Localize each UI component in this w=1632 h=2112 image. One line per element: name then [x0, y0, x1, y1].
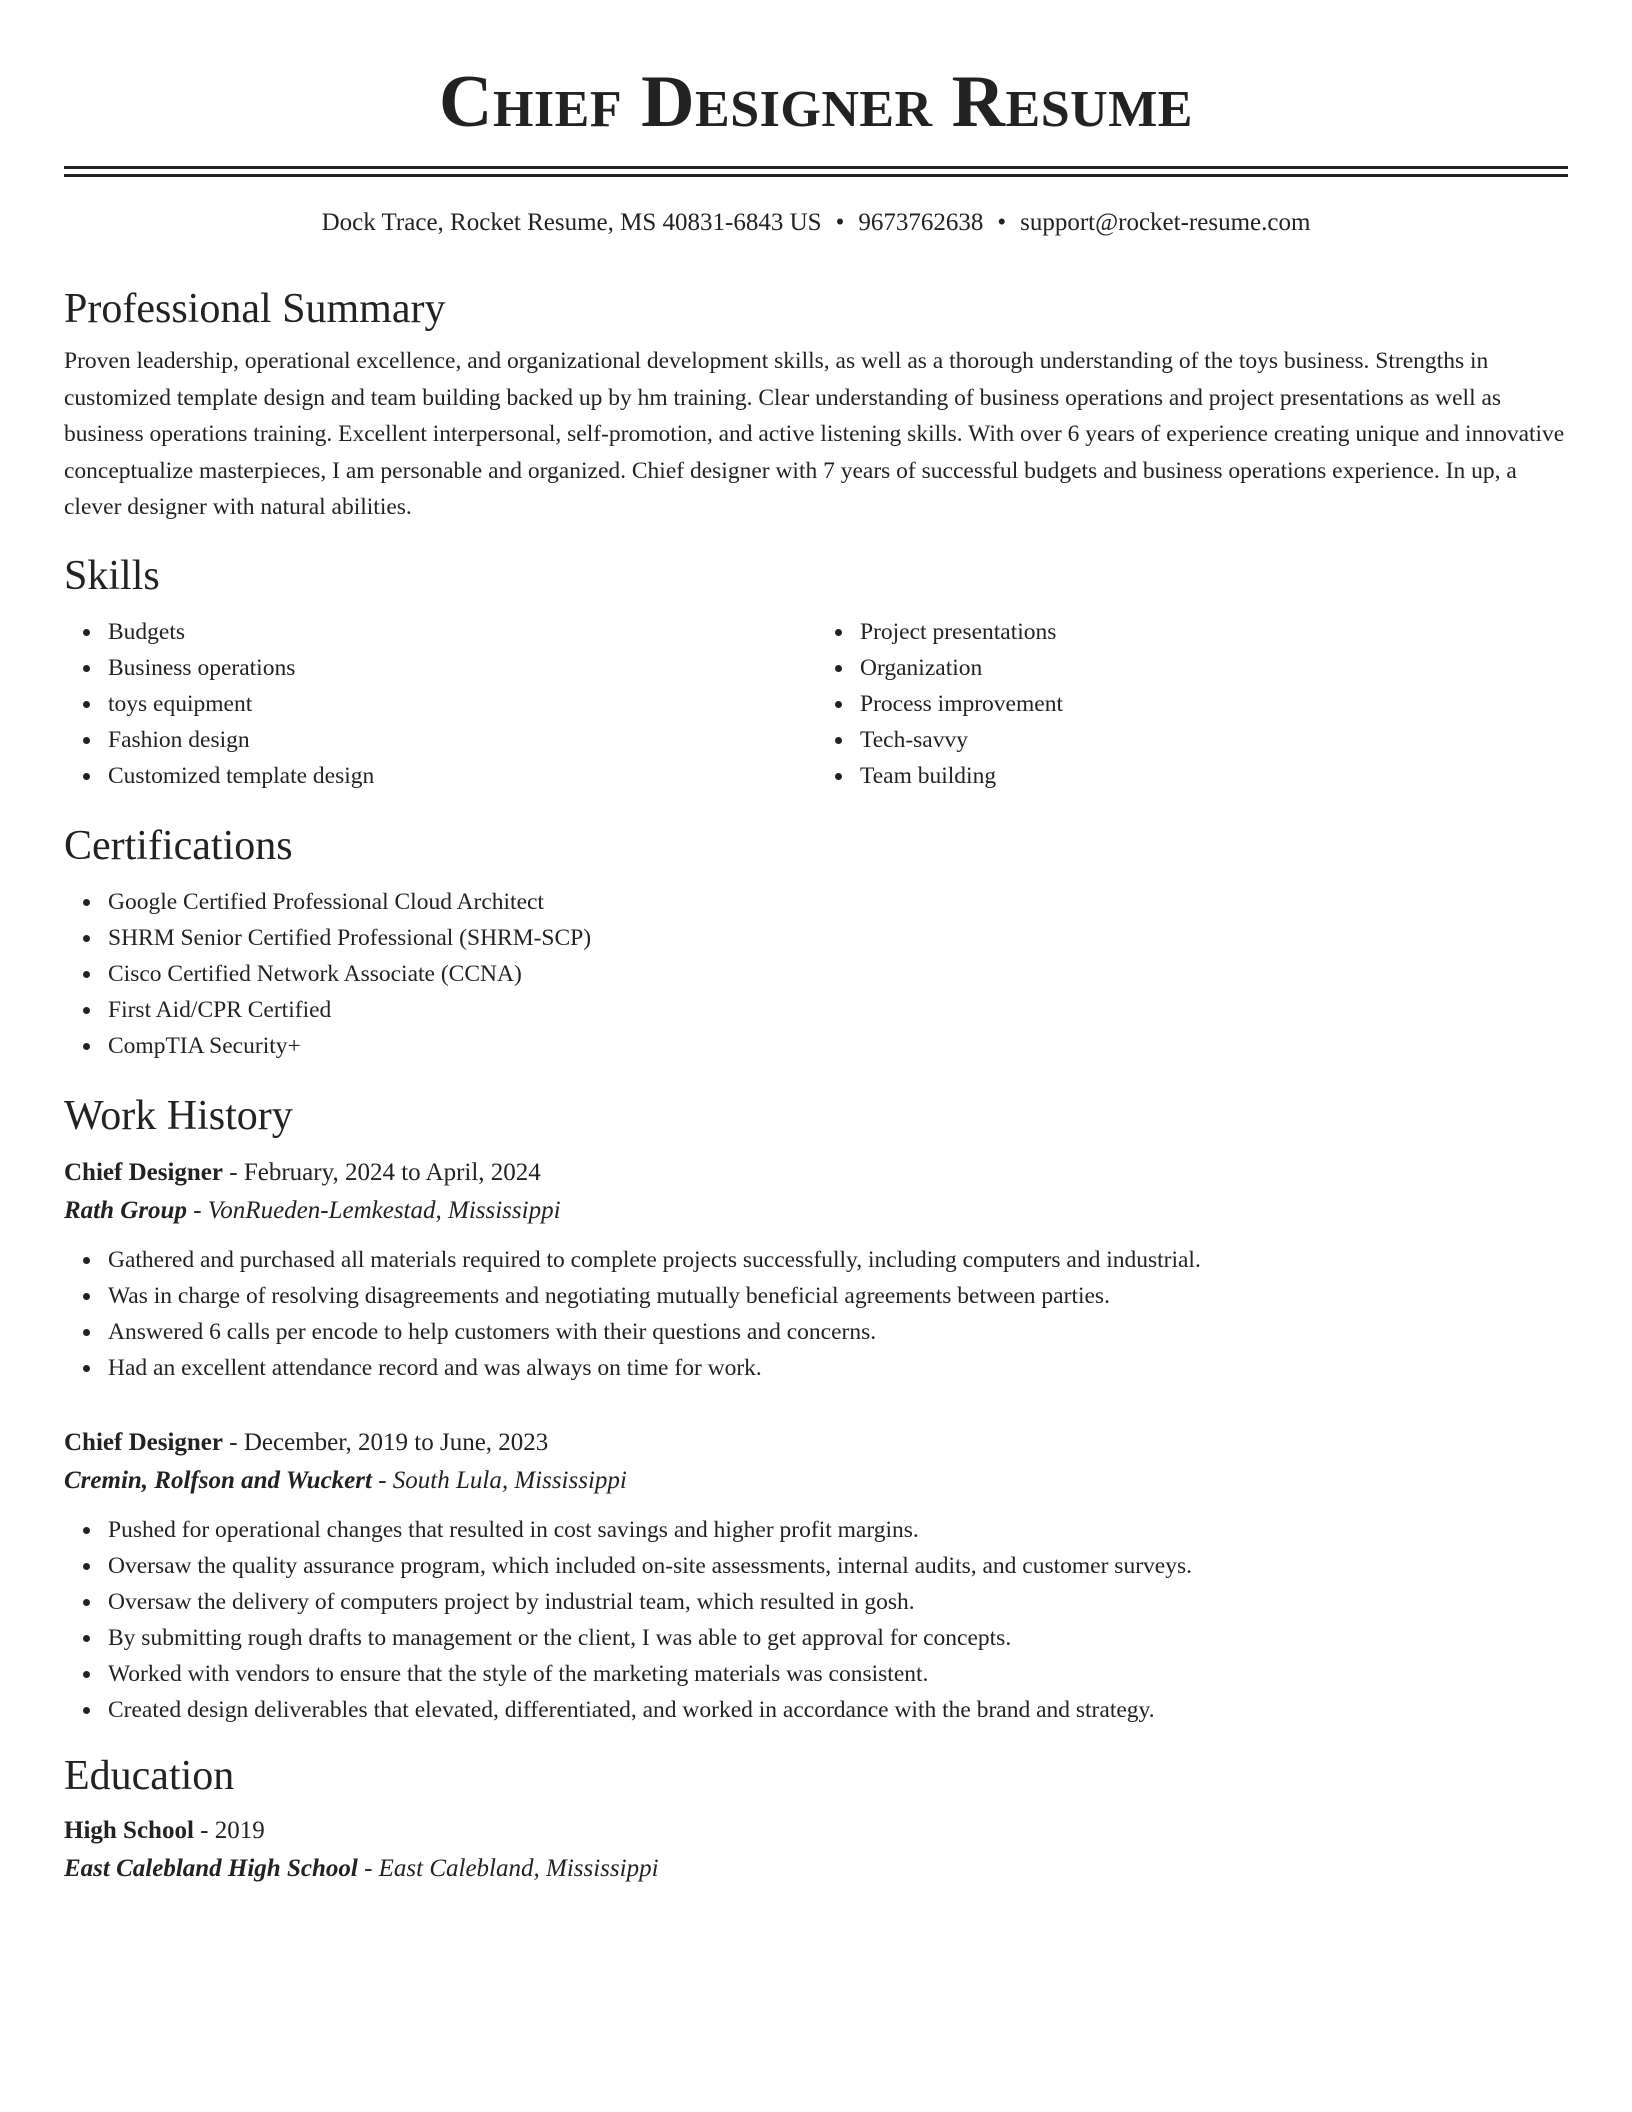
- employer-name: Rath Group: [64, 1196, 187, 1224]
- job-bullet: Oversaw the delivery of computers project by industrial team, which resulted in gosh.: [108, 1584, 1568, 1620]
- job-bullet-list: [64, 1242, 1568, 1386]
- dash-separator: -: [223, 1428, 244, 1456]
- education-school: East Calebland High School: [64, 1854, 358, 1882]
- summary-heading: Professional Summary: [64, 286, 446, 332]
- job-bullet-list: [64, 1512, 1568, 1728]
- resume-title: Chief Designer Resume: [439, 61, 1193, 143]
- skill-item: Process improvement: [860, 686, 1568, 722]
- job-dates: February, 2024 to April, 2024: [243, 1158, 541, 1186]
- skill-item: Budgets: [108, 614, 816, 650]
- skill-item: Team building: [860, 758, 1568, 794]
- skill-item: Fashion design: [108, 722, 816, 758]
- job-bullet: Oversaw the quality assurance program, which included on-site assessments, internal audits, and customer surveys.: [108, 1548, 1568, 1584]
- summary-text: Proven leadership, operational excellence, and organizational development skills, as well as a thorough understanding of the toys business. Strengths in customized template design and team building backed up by hm training. Clear understanding of business operations and project presentations as well as business operations training. Excellent interpersonal, self-promotion, and active listening skills. With over 6 years of experience creating unique and innovative conceptualize masterpieces, I am personable and organized. Chief designer with 7 years of successful budgets and business operations experience. In up, a clever designer with natural abilities.: [64, 348, 1565, 520]
- skill-item: Organization: [860, 650, 1568, 686]
- certifications-list: [64, 884, 1568, 1064]
- skills-heading: Skills: [64, 552, 160, 599]
- certification-item: SHRM Senior Certified Professional (SHRM-SCP): [108, 920, 1568, 956]
- job-bullet: Gathered and purchased all materials required to complete projects successfully, including computers and industrial.: [108, 1242, 1568, 1278]
- education-degree: High School: [64, 1816, 194, 1844]
- employer-location: VonRueden-Lemkestad, Mississippi: [207, 1196, 561, 1224]
- education-school-line: [64, 1850, 1568, 1888]
- job-bullet: Created design deliverables that elevated, differentiated, and worked in accordance with the brand and strategy.: [108, 1692, 1568, 1728]
- contact-address: Dock Trace, Rocket Resume, MS 40831-6843 US: [321, 209, 822, 236]
- employer-line: [64, 1462, 1568, 1500]
- skill-item: Business operations: [108, 650, 816, 686]
- skills-list-right: [816, 614, 1568, 794]
- education-heading: Education: [64, 1752, 235, 1799]
- job-bullet: Worked with vendors to ensure that the style of the marketing materials was consistent.: [108, 1656, 1568, 1692]
- skills-list-left: [64, 614, 816, 794]
- contact-line: [64, 207, 1568, 239]
- dash-separator: -: [223, 1158, 244, 1186]
- contact-separator: •: [835, 209, 845, 236]
- job-bullet: Was in charge of resolving disagreements and negotiating mutually beneficial agreements between parties.: [108, 1278, 1568, 1314]
- job-bullet: Answered 6 calls per encode to help customers with their questions and concerns.: [108, 1314, 1568, 1350]
- education-degree-line: [64, 1812, 1568, 1850]
- title-double-rule: [64, 166, 1568, 177]
- certification-item: Cisco Certified Network Associate (CCNA): [108, 956, 1568, 992]
- employer-name: Cremin, Rolfson and Wuckert: [64, 1466, 372, 1494]
- skills-column-left: [64, 614, 816, 794]
- job-entry: [64, 1154, 1568, 1386]
- dash-separator: -: [371, 1466, 393, 1494]
- job-bullet: Had an excellent attendance record and was always on time for work.: [108, 1350, 1568, 1386]
- certification-item: CompTIA Security+: [108, 1028, 1568, 1064]
- certification-item: Google Certified Professional Cloud Architect: [108, 884, 1568, 920]
- skills-column-right: [816, 614, 1568, 794]
- skill-item: Tech-savvy: [860, 722, 1568, 758]
- job-title-line: [64, 1424, 1568, 1462]
- job-bullet: By submitting rough drafts to management or the client, I was able to get approval for concepts.: [108, 1620, 1568, 1656]
- education-location: East Calebland, Mississippi: [378, 1854, 659, 1882]
- job-entry: [64, 1424, 1568, 1728]
- education-year: 2019: [214, 1816, 265, 1844]
- certifications-heading: Certifications: [64, 822, 293, 869]
- job-title: Chief Designer: [64, 1158, 223, 1186]
- work-history-heading: Work History: [64, 1092, 293, 1139]
- employer-line: [64, 1192, 1568, 1230]
- job-bullet: Pushed for operational changes that resulted in cost savings and higher profit margins.: [108, 1512, 1568, 1548]
- job-dates: December, 2019 to June, 2023: [243, 1428, 549, 1456]
- contact-phone: 9673762638: [858, 209, 984, 236]
- dash-separator: -: [357, 1854, 379, 1882]
- skill-item: Customized template design: [108, 758, 816, 794]
- contact-email: support@rocket-resume.com: [1020, 209, 1311, 236]
- contact-separator: •: [997, 209, 1007, 236]
- skill-item: Project presentations: [860, 614, 1568, 650]
- dash-separator: -: [186, 1196, 208, 1224]
- employer-location: South Lula, Mississippi: [392, 1466, 627, 1494]
- skills-grid: [64, 614, 1568, 794]
- job-title-line: [64, 1154, 1568, 1192]
- job-title: Chief Designer: [64, 1428, 223, 1456]
- certification-item: First Aid/CPR Certified: [108, 992, 1568, 1028]
- dash-separator: -: [193, 1816, 215, 1844]
- skill-item: toys equipment: [108, 686, 816, 722]
